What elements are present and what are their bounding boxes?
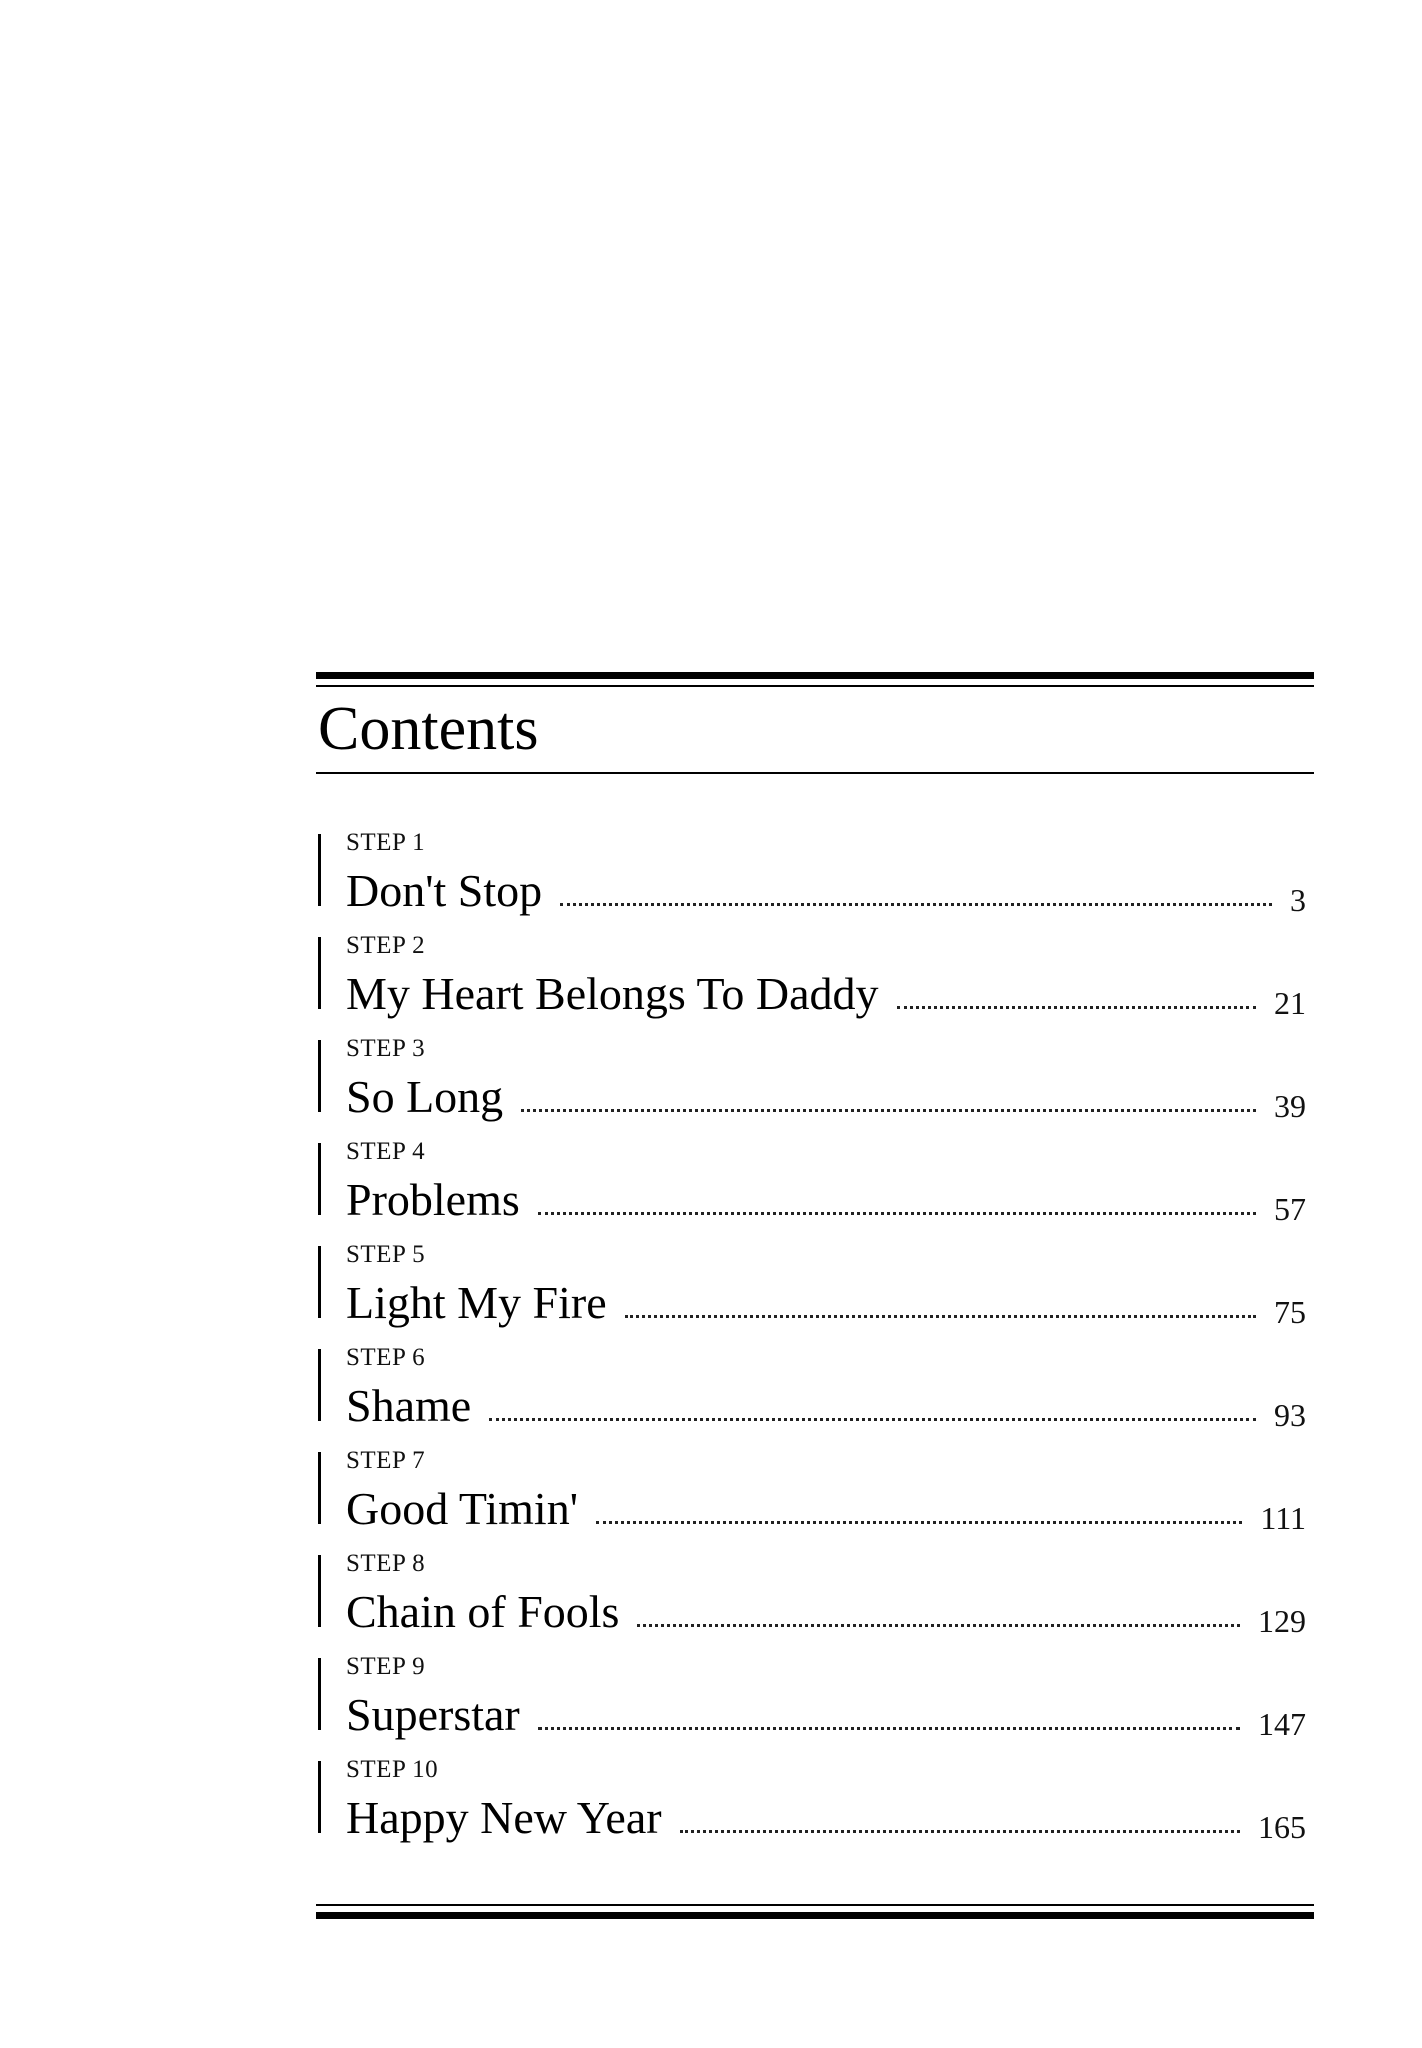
entry-line: [346, 1276, 1306, 1332]
entry-side-bar: [318, 1452, 321, 1524]
entry-page-number: 129: [1258, 1603, 1306, 1639]
dot-leader: [538, 1212, 1256, 1215]
dot-leader: [625, 1315, 1256, 1318]
entry-page-number: 93: [1274, 1397, 1306, 1433]
contents-entry[interactable]: [316, 830, 1314, 933]
entry-line: [346, 967, 1306, 1023]
dot-leader: [489, 1418, 1256, 1421]
dot-leader: [637, 1624, 1240, 1627]
entry-line: [346, 1688, 1306, 1744]
entry-side-bar: [318, 1555, 321, 1627]
entry-page-number: 165: [1258, 1809, 1306, 1845]
contents-entry[interactable]: [316, 1345, 1314, 1448]
top-thick-rule: [316, 672, 1314, 679]
entry-step-label: STEP 6: [346, 1344, 426, 1371]
title-underline-rule: [316, 772, 1314, 774]
contents-list: [316, 830, 1314, 1860]
entry-line: [346, 1791, 1306, 1847]
entry-page-number: 21: [1274, 985, 1306, 1021]
entry-title: Superstar: [346, 1689, 520, 1740]
contents-entry[interactable]: [316, 1139, 1314, 1242]
entry-title: Chain of Fools: [346, 1586, 620, 1637]
entry-side-bar: [318, 1143, 321, 1215]
entry-title: Shame: [346, 1380, 472, 1431]
entry-side-bar: [318, 1761, 321, 1833]
entry-step-label: STEP 9: [346, 1653, 426, 1680]
entry-step-label: STEP 4: [346, 1138, 426, 1165]
entry-line: [346, 1173, 1306, 1229]
entry-side-bar: [318, 1040, 321, 1112]
entry-title: Don't Stop: [346, 865, 543, 916]
page-title: Contents: [318, 695, 539, 763]
contents-entry[interactable]: [316, 1448, 1314, 1551]
contents-entry[interactable]: [316, 933, 1314, 1036]
entry-title: My Heart Belongs To Daddy: [346, 968, 879, 1019]
entry-page-number: 57: [1274, 1191, 1306, 1227]
entry-step-label: STEP 1: [346, 829, 426, 856]
entry-page-number: 111: [1260, 1500, 1306, 1536]
entry-line: [346, 1379, 1306, 1435]
entry-page-number: 147: [1258, 1706, 1306, 1742]
entry-side-bar: [318, 1349, 321, 1421]
dot-leader: [680, 1830, 1240, 1833]
entry-side-bar: [318, 1246, 321, 1318]
entry-title: Happy New Year: [346, 1792, 662, 1843]
contents-entry[interactable]: [316, 1757, 1314, 1860]
entry-step-label: STEP 2: [346, 932, 426, 959]
dot-leader: [596, 1521, 1242, 1524]
entry-title: Good Timin': [346, 1483, 578, 1534]
contents-entry[interactable]: [316, 1242, 1314, 1345]
entry-side-bar: [318, 834, 321, 906]
entry-title: Light My Fire: [346, 1277, 607, 1328]
entry-step-label: STEP 5: [346, 1241, 426, 1268]
entry-line: [346, 1070, 1306, 1126]
entry-line: [346, 1482, 1306, 1538]
bottom-thick-rule: [316, 1912, 1314, 1919]
entry-page-number: 3: [1290, 882, 1306, 918]
entry-step-label: STEP 7: [346, 1447, 426, 1474]
dot-leader: [538, 1727, 1240, 1730]
entry-step-label: STEP 8: [346, 1550, 426, 1577]
entry-step-label: STEP 10: [346, 1756, 439, 1783]
bottom-thin-rule: [316, 1904, 1314, 1906]
dot-leader: [521, 1109, 1256, 1112]
contents-entry[interactable]: [316, 1551, 1314, 1654]
entry-page-number: 75: [1274, 1294, 1306, 1330]
entry-side-bar: [318, 937, 321, 1009]
dot-leader: [560, 903, 1272, 906]
entry-page-number: 39: [1274, 1088, 1306, 1124]
contents-entry[interactable]: [316, 1036, 1314, 1139]
dot-leader: [897, 1006, 1256, 1009]
entry-line: [346, 864, 1306, 920]
table-of-contents: [316, 672, 1314, 1932]
entry-side-bar: [318, 1658, 321, 1730]
contents-entry[interactable]: [316, 1654, 1314, 1757]
top-thin-rule: [316, 685, 1314, 687]
entry-line: [346, 1585, 1306, 1641]
entry-title: So Long: [346, 1071, 504, 1122]
entry-title: Problems: [346, 1174, 520, 1225]
entry-step-label: STEP 3: [346, 1035, 426, 1062]
